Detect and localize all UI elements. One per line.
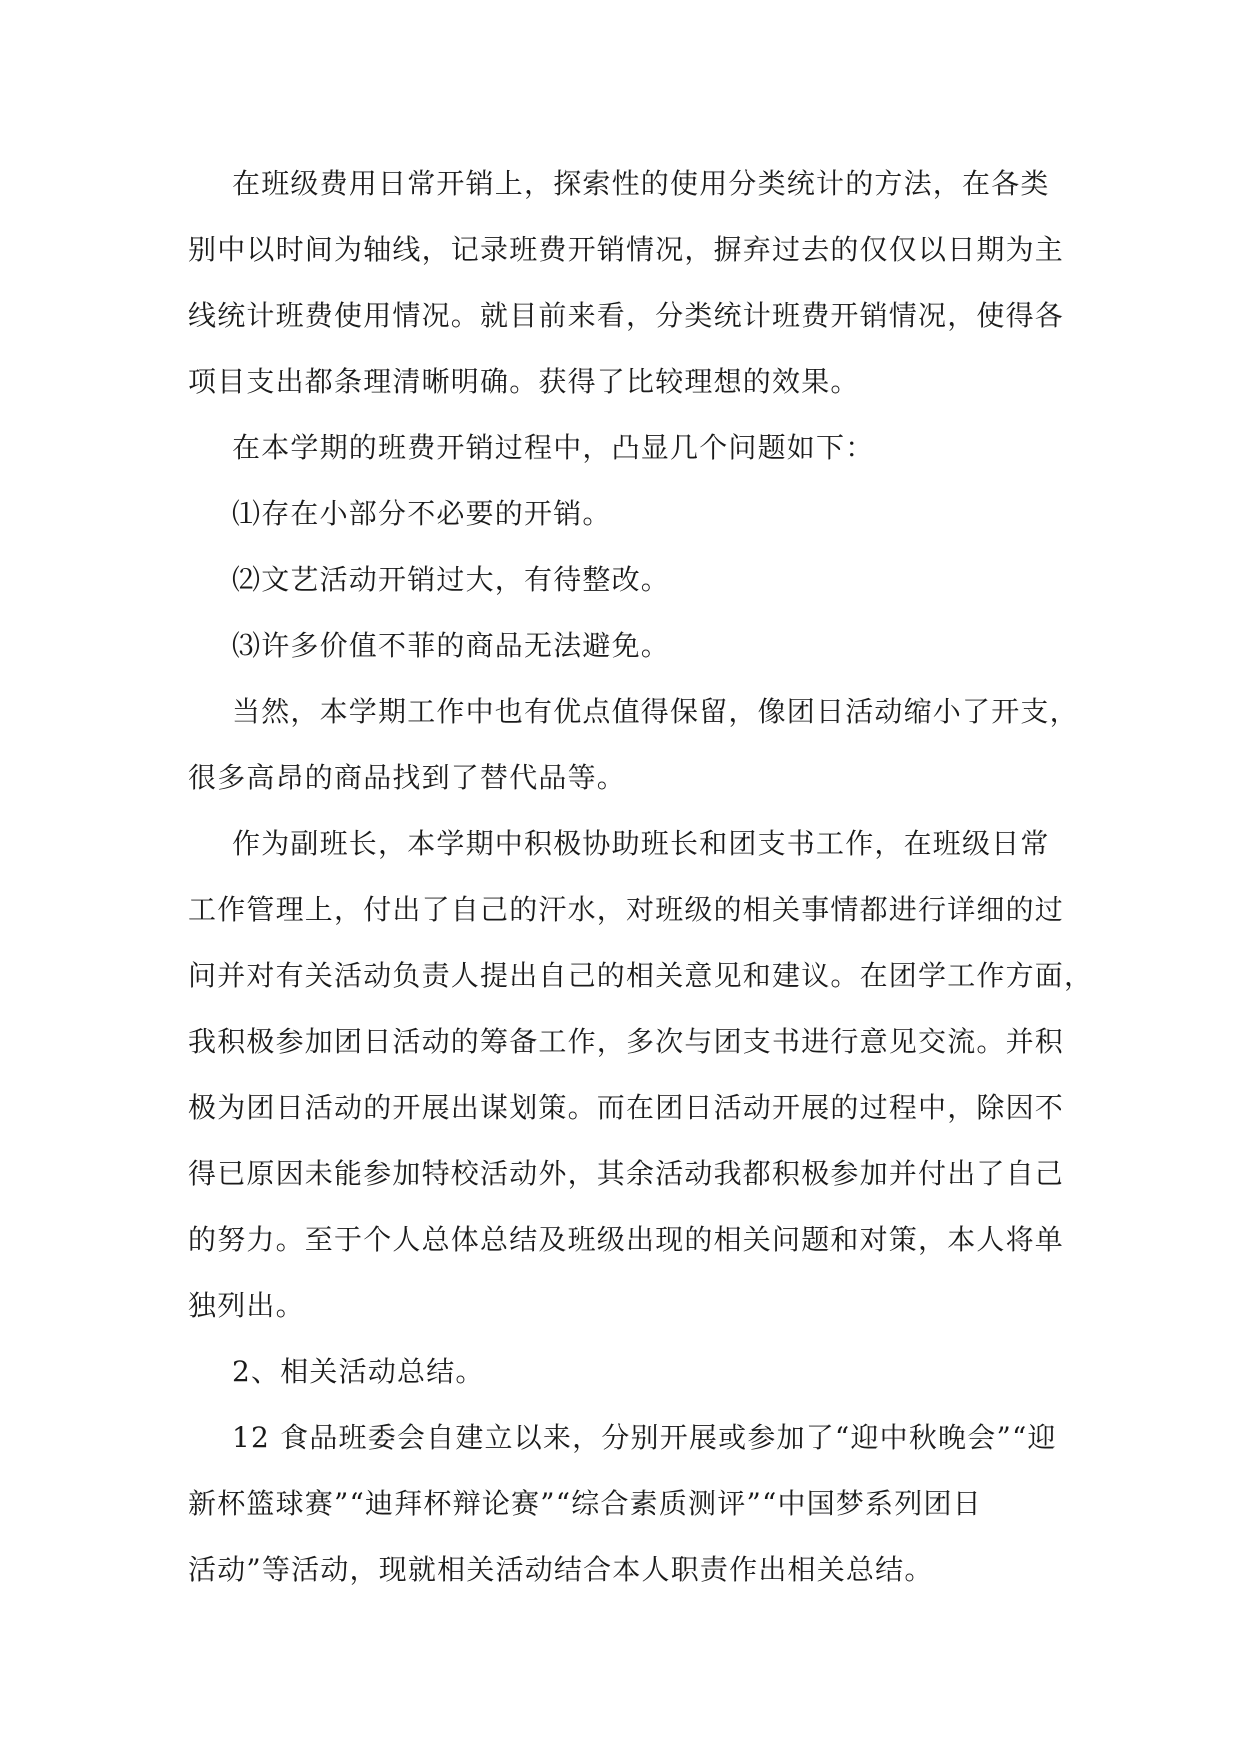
- text-line: 项目支出都条理清晰明确。获得了比较理想的效果。: [188, 365, 860, 398]
- text-line: 线统计班费使用情况。就目前来看，分类统计班费开销情况，使得各: [188, 299, 1065, 332]
- text-line: 得已原因未能参加特校活动外，其余活动我都积极参加并付出了自己: [188, 1157, 1065, 1190]
- text-line: 很多高昂的商品找到了替代品等。: [188, 761, 627, 794]
- list-item: ⑵文艺活动开销过大，有待整改。: [232, 563, 671, 596]
- text-line: 新杯篮球赛”“迪拜杯辩论赛”“综合素质测评”“中国梦系列团日: [188, 1487, 982, 1520]
- text-line: 问并对有关活动负责人提出自己的相关意见和建议。在团学工作方面，: [188, 959, 1094, 992]
- text-line: 别中以时间为轴线，记录班费开销情况，摒弃过去的仅仅以日期为主: [188, 233, 1065, 266]
- text-line: 当然，本学期工作中也有优点值得保留，像团日活动缩小了开支，: [232, 695, 1079, 728]
- list-item: ⑴存在小部分不必要的开销。: [232, 497, 612, 530]
- text-line: 在本学期的班费开销过程中，凸显几个问题如下：: [232, 431, 875, 464]
- text-line: 活动”等活动，现就相关活动结合本人职责作出相关总结。: [188, 1553, 934, 1586]
- text-line: 作为副班长，本学期中积极协助班长和团支书工作，在班级日常: [232, 827, 1050, 860]
- list-item: ⑶许多价值不菲的商品无法避免。: [232, 629, 671, 662]
- text-line: 独列出。: [188, 1289, 305, 1322]
- text-line: 12 食品班委会自建立以来，分别开展或参加了“迎中秋晚会”“迎: [232, 1421, 1057, 1454]
- text-line: 在班级费用日常开销上，探索性的使用分类统计的方法，在各类: [232, 167, 1050, 200]
- text-line: 的努力。至于个人总体总结及班级出现的相关问题和对策，本人将单: [188, 1223, 1065, 1256]
- text-line: 我积极参加团日活动的筹备工作，多次与团支书进行意见交流。并积: [188, 1025, 1065, 1058]
- text-line: 极为团日活动的开展出谋划策。而在团日活动开展的过程中，除因不: [188, 1091, 1065, 1124]
- document-body: [188, 151, 1094, 1603]
- text-line: 工作管理上，付出了自己的汗水，对班级的相关事情都进行详细的过: [188, 893, 1065, 926]
- section-heading: 2、相关活动总结。: [232, 1355, 485, 1388]
